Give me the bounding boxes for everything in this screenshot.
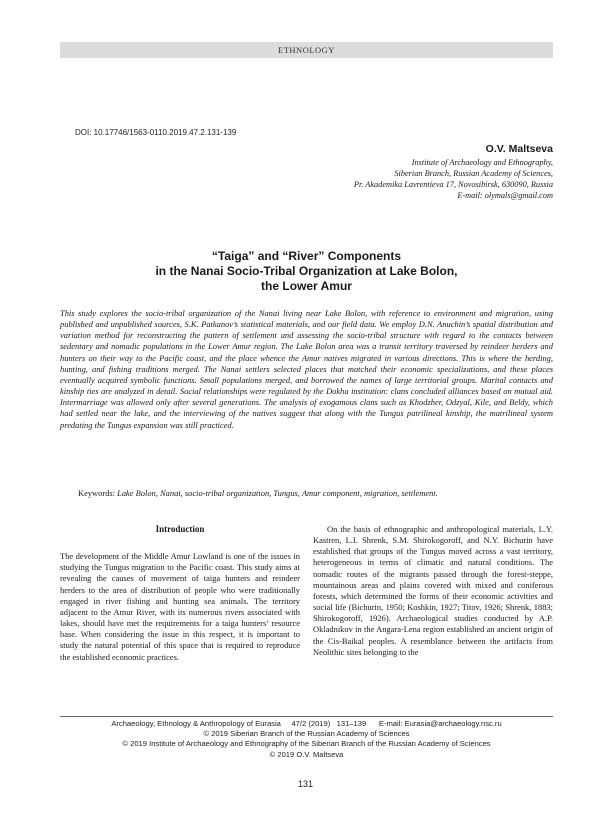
title-line-2: in the Nanai Socio-Tribal Organization at Lake Bolon, [155, 264, 458, 278]
author-affiliation-1: Institute of Archaeology and Ethnography, [411, 158, 553, 167]
introduction-paragraph-right: On the basis of ethnographic and anthropological materials, L.Y. Kastren, L.I. Shrenk, S.M. Shirokogoroff, and N.Y. Bichurin have established that groups of the Tungus moved across a vast territory, heterogeneous in terms of climatic and natural conditions. The nomadic routes of the migrants passed through the forest-steppe, mountainous areas and plains covered with mixed and coniferous forests, which determined the forms of their economic activities and social life (Bichurin, 1950; Koshkin, 1927; Titov, 1926; Shrenk, 1883; Shirokogoroff, 1926). Archaeological studies conducted by A.P. Okladnikov in the Angara-Lena region established an ancient origin of the Cis-Baikal peoples. A resemblance between the artifacts from Neolithic sites belonging to the [313, 524, 553, 657]
copyright-iae: © 2019 Institute of Archaeology and Ethnography of the Siberian Branch of the Russian Academy of Sciences [122, 739, 491, 749]
doi-line: DOI: 10.17746/1563-0110.2019.47.2.131-139 [75, 128, 237, 137]
section-header-band [60, 42, 553, 58]
author-affiliation-3: Pr. Akademika Lavrentieva 17, Novosibirsk, 630090, Russia [353, 180, 553, 189]
copyright-sbras: © 2019 Siberian Branch of the Russian Academy of Sciences [203, 729, 410, 739]
section-label: ETHNOLOGY [278, 45, 335, 55]
journal-pages: 131–139 [336, 719, 367, 728]
journal-line [60, 719, 553, 729]
abstract: This study explores the socio-tribal organization of the Nanai living near Lake Bolon, with reference to environment and migration, using published and unpublished sources, S.K. Patkanov’s statistical materials, and our field data. We employ D.N. Anuchin’s spatial distribution and variation method for reconstructing the pattern of settlement and assessing the socio-tribal structure with regard to the contacts between sedentary and nomadic populations in the Lower Amur region. The Lake Bolon area was a transit territory traversed by reindeer herders and hunters on their way to the Pacific coast, and the place whence the Amur natives migrated in various directions. This is where the herding, hunting, and fishing traditions merged. The Nanai settlers selected places that matched their economic specializations, and these places eventually acquired symbolic functions. Small populations merged, and borrowed the names of large territorial groups. Marital contacts and kinship ties are analyzed in detail. Social relationships were regulated by the Dokha institution: clans concluded alliances based on mutual aid. Intermarriage was allowed only after several generations. The analysis of exogamous clans such as Khodzher, Odzyal, Kile, and Beldy, which had settled near the lake, and the interviewing of the natives suggest that along with the Tungus patrilineal kinship, the matrilineal system predating the Tungus expansion was still practiced. [60, 308, 553, 430]
keywords-label: Keywords: [78, 488, 116, 498]
body-column-left [60, 524, 300, 663]
author-affiliation-2: Siberian Branch, Russian Academy of Sciences, [394, 169, 553, 178]
introduction-paragraph-left: The development of the Middle Amur Lowland is one of the issues in studying the Tungus migration to the Pacific coast. This study aims at revealing the causes of movement of taiga hunters and reindeer herders to the area of distribution of people who were traditionally engaged in river fishing and hunting sea animals. The territory adjacent to the Amur River, with its numerous rivers associated with lakes, should have met the requirements for a taiga hunters’ resource base. When considering the issue in this respect, it is important to study the natural potential of this space that is required to reproduce the established economic practices. [60, 551, 300, 662]
title-line-3: the Lower Amur [261, 279, 352, 293]
footer-rule [60, 716, 553, 717]
page-number: 131 [297, 779, 314, 789]
copyright-author: © 2019 O.V. Maltseva [269, 749, 344, 759]
article-title [60, 249, 553, 294]
author-block [193, 143, 553, 201]
keywords-text: Lake Bolon, Nanai, socio-tribal organization, Tungus, Amur component, migration, settlement. [117, 488, 438, 498]
keywords [78, 488, 553, 498]
journal-email: E-mail: Eurasia@archaeology.nsc.ru [378, 719, 502, 728]
body-column-right [313, 524, 553, 658]
journal-issue: 47/2 (2019) [291, 719, 331, 728]
author-email: E-mail: olymals@gmail.com [457, 191, 553, 200]
author-name: O.V. Maltseva [485, 143, 553, 155]
introduction-heading: Introduction [155, 524, 205, 534]
footer [60, 719, 553, 760]
journal-name: Archaeology, Ethnology & Anthropology of Eurasia [111, 719, 281, 728]
title-line-1: “Taiga” and “River” Components [211, 249, 402, 263]
